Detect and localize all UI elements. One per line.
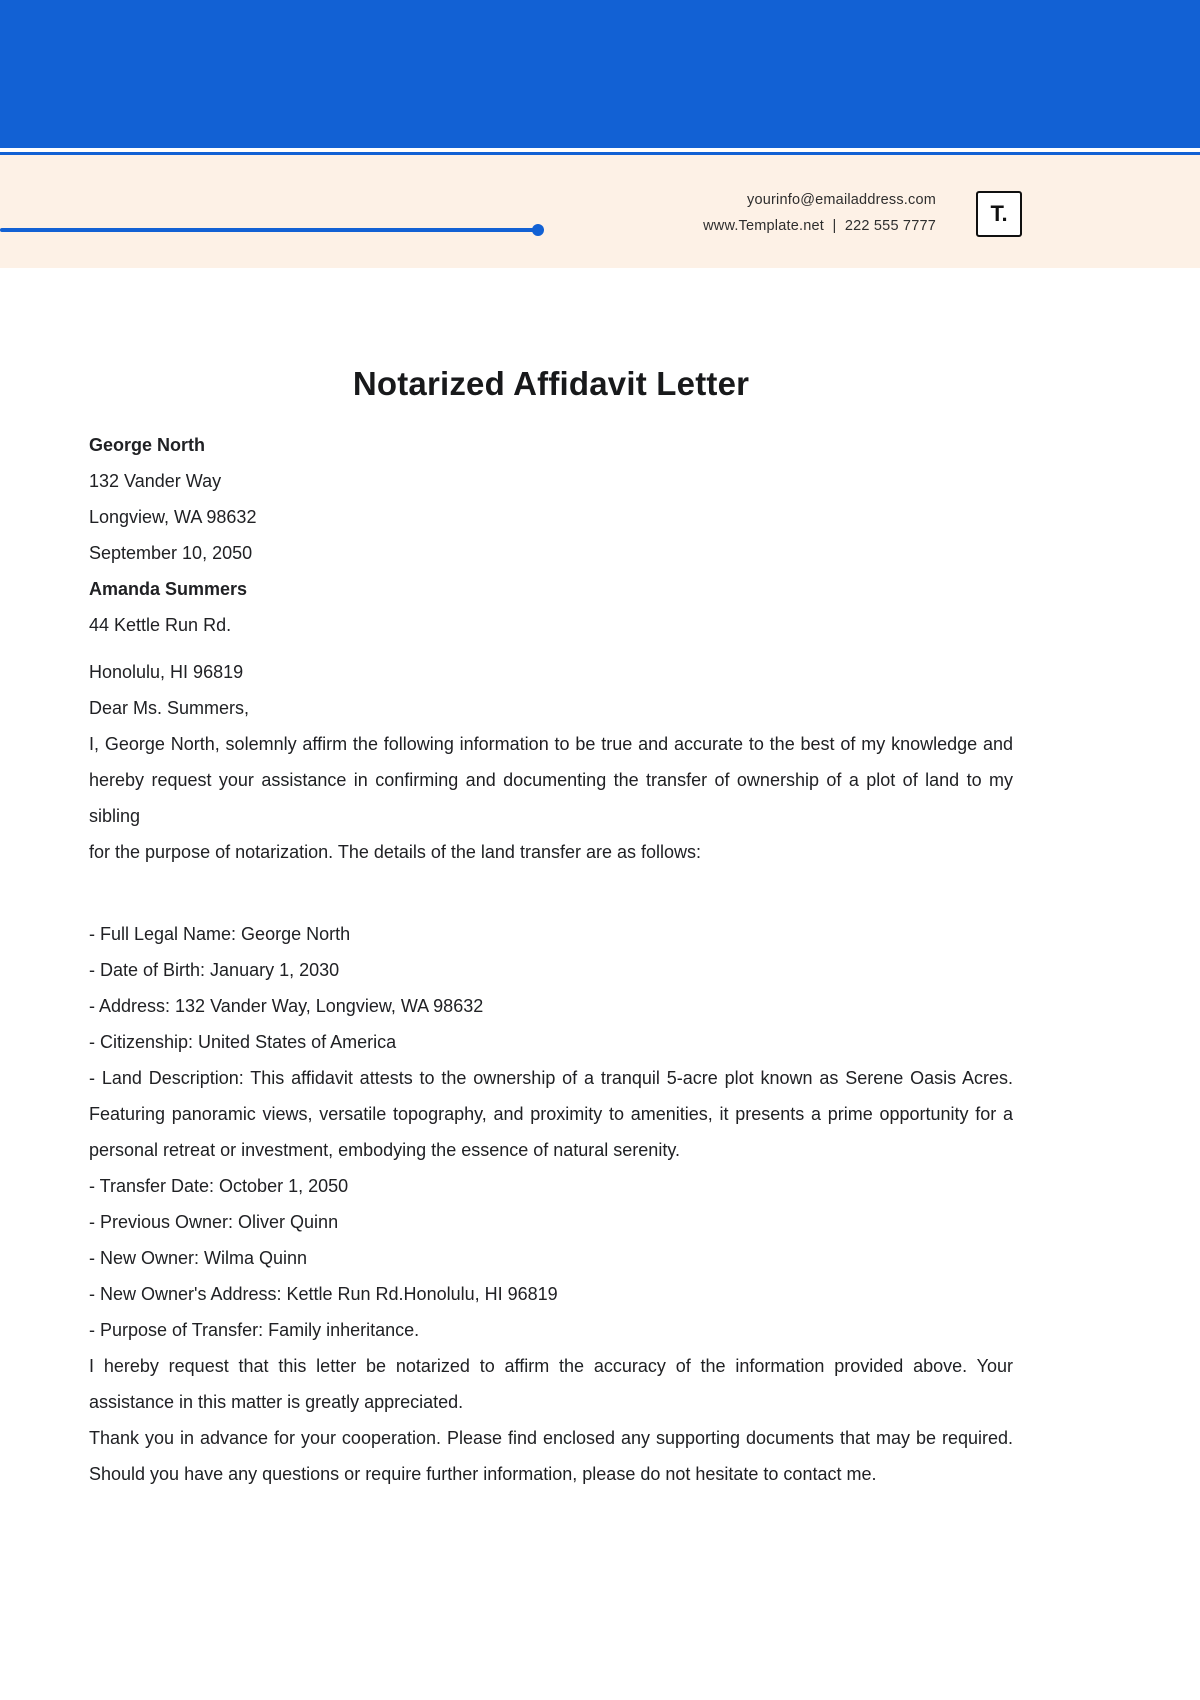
intro-paragraph-continued: for the purpose of notarization. The details of the land transfer are as follows: <box>89 842 702 862</box>
contact-info <box>703 187 936 239</box>
recipient-address-line2: Honolulu, HI 96819 <box>89 662 244 682</box>
sender-address-line1: 132 Vander Way <box>89 471 222 491</box>
letterhead <box>0 155 1200 268</box>
recipient-address-line1: 44 Kettle Run Rd. <box>89 615 232 635</box>
detail-new-owner: - New Owner: Wilma Quinn <box>89 1248 308 1268</box>
contact-phone: 222 555 7777 <box>844 218 936 234</box>
detail-address: - Address: 132 Vander Way, Longview, WA 98632 <box>89 996 484 1016</box>
detail-new-owner-address: - New Owner's Address: Kettle Run Rd.Honolulu, HI 96819 <box>89 1284 558 1304</box>
sender-address-line2: Longview, WA 98632 <box>89 507 257 527</box>
letter-body <box>0 364 1200 1492</box>
contact-website: www.Template.net <box>703 218 824 234</box>
recipient-name: Amanda Summers <box>89 579 248 599</box>
intro-paragraph: I, George North, solemnly affirm the following information to be true and accurate to the best of my knowledge and hereby request your assistance in confirming and documenting the transfer of ownership of a plot of land to my sibling <box>89 734 1013 826</box>
brand-logo-text: T. <box>990 201 1008 226</box>
detail-previous-owner: - Previous Owner: Oliver Quinn <box>89 1212 339 1232</box>
salutation: Dear Ms. Summers, <box>89 698 250 718</box>
letter-date: September 10, 2050 <box>89 543 253 563</box>
closing-paragraph-1: I hereby request that this letter be notarized to affirm the accuracy of the information provided above. Your assistance in this matter is greatly appreciated. <box>89 1356 1013 1412</box>
detail-transfer-date: - Transfer Date: October 1, 2050 <box>89 1176 349 1196</box>
detail-date-of-birth: - Date of Birth: January 1, 2030 <box>89 960 340 980</box>
brand-logo <box>976 191 1022 237</box>
detail-citizenship: - Citizenship: United States of America <box>89 1032 397 1052</box>
page-title: Notarized Affidavit Letter <box>352 365 750 402</box>
decorative-line <box>0 228 540 232</box>
closing-paragraph-2: Thank you in advance for your cooperation. Please find enclosed any supporting documents that may be required. Should you have any questions or require further information, please do not hesitate to contact me. <box>89 1428 1013 1484</box>
contact-email: yourinfo@emailaddress.com <box>747 192 936 208</box>
detail-full-legal-name: - Full Legal Name: George North <box>89 924 351 944</box>
transfer-details-list <box>89 916 1013 1348</box>
top-banner <box>0 0 1200 148</box>
detail-land-description: - Land Description: This affidavit attests to the ownership of a tranquil 5-acre plot known as Serene Oasis Acres. Featuring panoramic views, versatile topography, and proximity to amenities, it presents a prime opportunity for a personal retreat or investment, embodying the essence of natural serenity. <box>89 1068 1013 1160</box>
decorative-line-dot <box>532 224 544 236</box>
contact-web-phone <box>703 213 936 239</box>
detail-purpose-of-transfer: - Purpose of Transfer: Family inheritance. <box>89 1320 420 1340</box>
sender-name: George North <box>89 435 206 455</box>
contact-separator: | <box>832 218 837 234</box>
